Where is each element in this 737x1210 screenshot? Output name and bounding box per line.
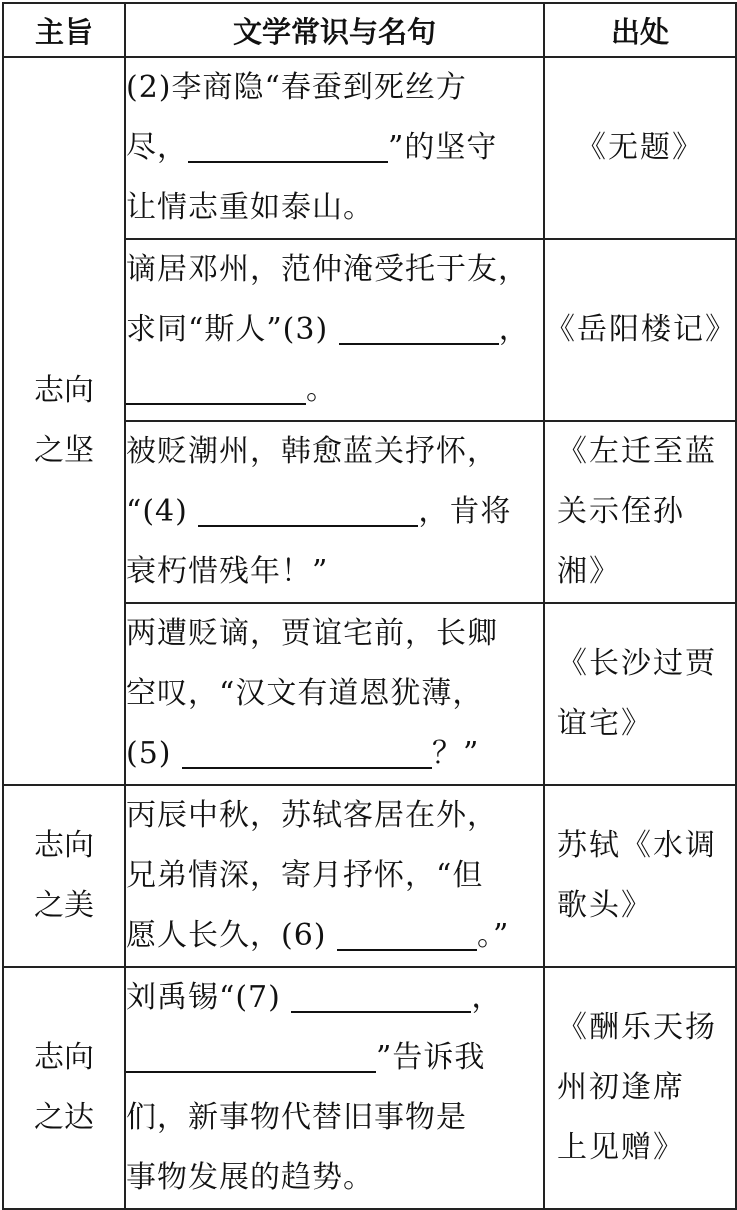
line-text: ，肯将 xyxy=(418,494,512,529)
content-line xyxy=(126,482,543,542)
line-text: 求同“斯人”(3) xyxy=(126,312,339,347)
line-text: (5) xyxy=(126,736,183,771)
table-row xyxy=(3,785,736,967)
source-text: 州初逢席 xyxy=(557,1070,685,1105)
content-line: 两遭贬谪，贾谊宅前，长卿 xyxy=(126,616,498,651)
source-text: 苏轼《水调 xyxy=(557,828,717,863)
source-text: 谊宅》 xyxy=(557,706,653,741)
line-text: 。” xyxy=(477,918,510,953)
content-cell xyxy=(125,603,544,785)
line-text: “(4) xyxy=(126,494,199,529)
content-line: 被贬潮州，韩愈蓝关抒怀， xyxy=(126,434,498,469)
table-header-row xyxy=(3,3,736,57)
theme-cell-beauty xyxy=(3,785,125,967)
source-text: 歌头》 xyxy=(557,888,653,923)
source-text: 湘》 xyxy=(557,554,621,589)
source-cell xyxy=(544,785,736,967)
source-cell xyxy=(544,239,736,421)
content-cell xyxy=(125,421,544,603)
content-cell xyxy=(125,239,544,421)
content-line: 让情志重如泰山。 xyxy=(126,190,374,225)
line-text: 。 xyxy=(306,372,337,407)
line-text: 愿人长久，(6) xyxy=(126,918,338,953)
line-text: 尽， xyxy=(126,130,188,165)
fill-in-blank-7b[interactable] xyxy=(126,1035,376,1073)
header-content: 文学常识与名句 xyxy=(125,3,544,57)
theme-text: 志向 xyxy=(34,1040,94,1075)
content-line xyxy=(126,968,543,1028)
content-line: 谪居邓州，范仲淹受托于友， xyxy=(126,252,529,287)
fill-in-blank-7a[interactable] xyxy=(291,975,471,1013)
theme-cell-reach xyxy=(3,967,125,1209)
content-line xyxy=(126,906,543,966)
content-line: 事物发展的趋势。 xyxy=(126,1160,374,1195)
line-text: ， xyxy=(498,312,530,347)
source-text: 《岳阳楼记》 xyxy=(545,312,737,347)
content-line xyxy=(126,724,543,784)
header-theme: 主旨 xyxy=(3,3,125,57)
content-cell xyxy=(125,967,544,1209)
theme-text: 志向 xyxy=(34,373,94,408)
table-row xyxy=(3,967,736,1209)
theme-text: 之达 xyxy=(34,1100,94,1135)
source-text: 《无题》 xyxy=(576,130,704,165)
line-text: ”的坚守 xyxy=(388,130,498,165)
content-cell xyxy=(125,57,544,239)
source-cell xyxy=(544,421,736,603)
source-text: 《酬乐天扬 xyxy=(557,1010,717,1045)
content-line: 空叹，“汉文有道恩犹薄， xyxy=(126,676,484,711)
fill-in-blank-6[interactable] xyxy=(337,913,477,951)
header-source: 出处 xyxy=(544,3,736,57)
content-line xyxy=(126,360,543,420)
content-line: 们，新事物代替旧事物是 xyxy=(126,1100,467,1135)
source-text: 《长沙过贾 xyxy=(557,646,717,681)
source-cell xyxy=(544,603,736,785)
source-text: 关示侄孙 xyxy=(557,494,685,529)
line-text: ， xyxy=(471,980,503,1015)
line-text: 刘禹锡“(7) xyxy=(126,980,292,1015)
source-cell xyxy=(544,967,736,1209)
content-line: (2)李商隐“春蚕到死丝方 xyxy=(126,70,467,105)
content-line xyxy=(126,300,543,360)
source-text: 《左迁至蓝 xyxy=(557,434,717,469)
fill-in-blank-3a[interactable] xyxy=(339,307,499,345)
content-cell xyxy=(125,785,544,967)
theme-cell-determination xyxy=(3,57,125,785)
table-row xyxy=(3,57,736,239)
content-line xyxy=(126,1028,543,1088)
theme-text: 之美 xyxy=(34,888,94,923)
fill-in-blank-3b[interactable] xyxy=(126,367,306,405)
content-line: 丙辰中秋，苏轼客居在外， xyxy=(126,798,498,833)
source-cell xyxy=(544,57,736,239)
theme-text: 志向 xyxy=(34,828,94,863)
source-text: 上见赠》 xyxy=(557,1130,685,1165)
content-line: 兄弟情深，寄月抒怀，“但 xyxy=(126,858,484,893)
line-text: ”告诉我 xyxy=(376,1040,486,1075)
line-text: ？” xyxy=(432,736,480,771)
content-line xyxy=(126,118,543,178)
fill-in-blank-5[interactable] xyxy=(182,731,432,769)
fill-in-blank-2[interactable] xyxy=(188,125,388,163)
fill-in-blank-4[interactable] xyxy=(198,489,418,527)
literature-table xyxy=(2,2,737,1210)
content-line: 衰朽惜残年！” xyxy=(126,554,329,589)
theme-text: 之坚 xyxy=(34,433,94,468)
